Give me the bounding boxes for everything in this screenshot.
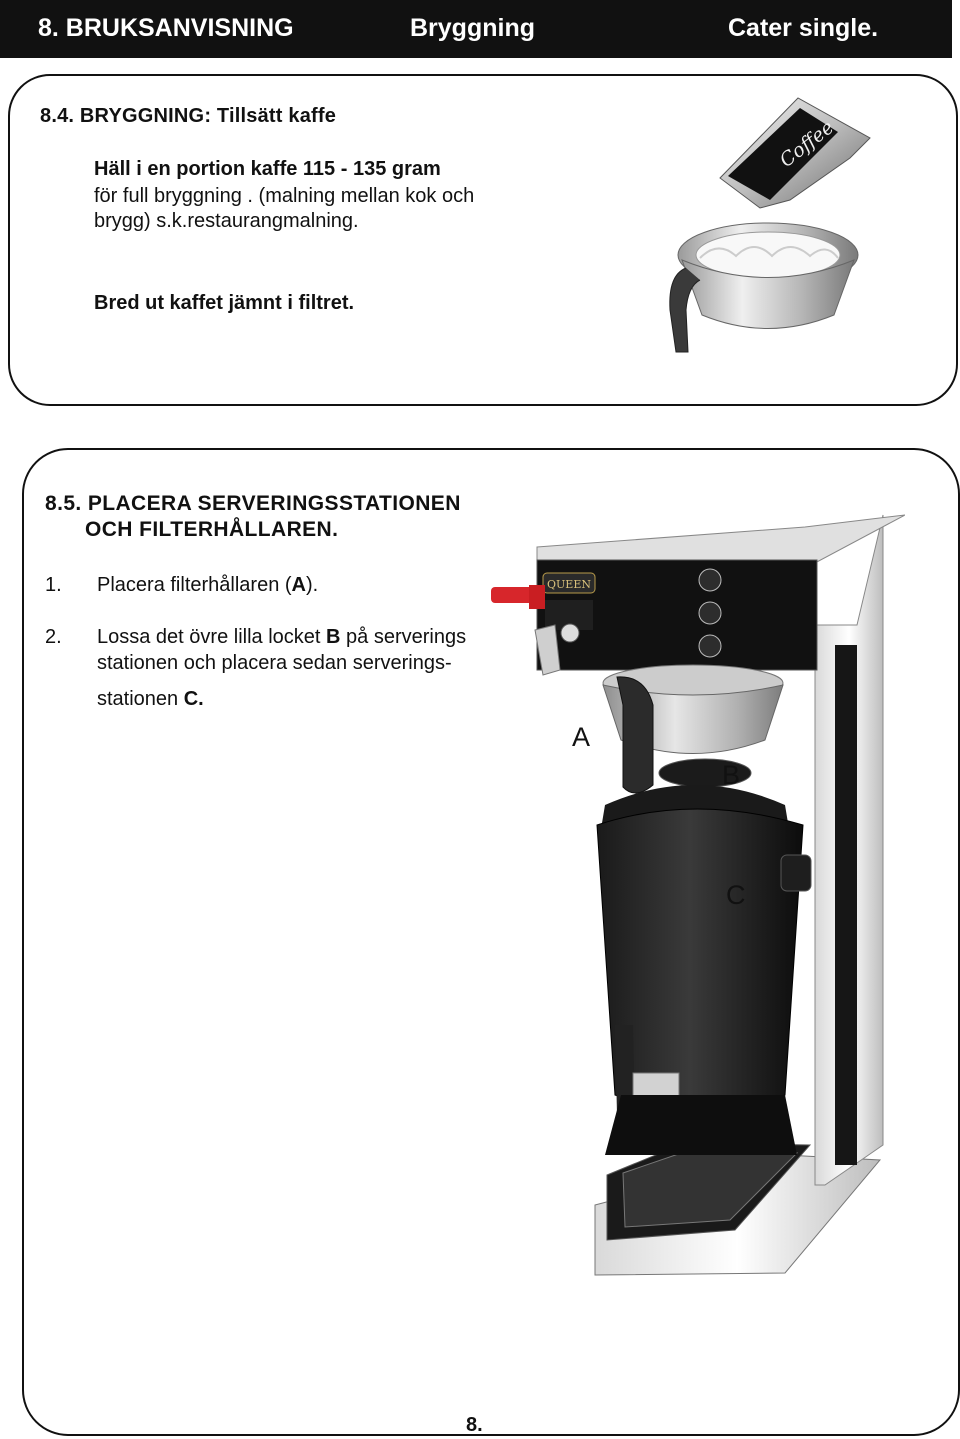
header-model: Cater single. xyxy=(728,14,879,42)
step-2-line-2: stationen och placera sedan serverings- xyxy=(97,652,452,674)
label-c: C xyxy=(726,880,746,910)
label-b: B xyxy=(722,760,741,790)
step-1-number: 1. xyxy=(45,574,62,596)
step-1-lead: Placera filterhållaren ( xyxy=(97,574,292,596)
control-button-3 xyxy=(699,635,721,657)
step-2-lead-end: på serverings xyxy=(340,626,467,648)
step-1-ref-a: A xyxy=(291,574,306,596)
coffee-portion-text: Häll i en portion kaffe 115 - 135 gram xyxy=(94,158,441,180)
queen-logo: QUEEN xyxy=(547,578,591,591)
step-1-text xyxy=(97,574,318,597)
grind-line-1: för full bryggning . (malning mellan kok och xyxy=(94,185,475,207)
coffee-filter-illustration xyxy=(660,90,890,365)
step-2-line-1 xyxy=(97,626,466,649)
server-stand xyxy=(605,1095,797,1155)
step-2-line-3 xyxy=(97,688,204,711)
coffee-machine-illustration xyxy=(485,505,905,1300)
section-8-5-title-1: 8.5. PLACERA SERVERINGSSTATIONEN xyxy=(45,492,461,515)
spread-coffee-text: Bred ut kaffet jämnt i filtret. xyxy=(94,292,355,314)
serving-station xyxy=(597,785,811,1136)
coffee-bag-label: Coffee xyxy=(775,116,839,172)
control-button-2 xyxy=(699,602,721,624)
control-button-1 xyxy=(699,569,721,591)
step-2-tail: stationen xyxy=(97,688,184,710)
step-2-number: 2. xyxy=(45,626,62,648)
section-8-4-title: 8.4. BRYGGNING: Tillsätt kaffe xyxy=(40,105,337,127)
grind-instructions xyxy=(94,184,474,234)
coffee-bag xyxy=(720,98,870,208)
grind-line-2: brygg) s.k.restaurangmalning. xyxy=(94,210,359,232)
step-1-end: ). xyxy=(305,574,319,596)
header-topic: Bryggning xyxy=(410,14,535,42)
label-a: A xyxy=(572,722,591,752)
header-chapter: 8. BRUKSANVISNING xyxy=(38,14,294,42)
step-2-ref-b: B xyxy=(326,626,341,648)
section-8-5-title-2: OCH FILTERHÅLLAREN. xyxy=(85,518,339,541)
machine-top-lid xyxy=(537,515,905,563)
page-header xyxy=(0,0,952,58)
step-2-lead: Lossa det övre lilla locket xyxy=(97,626,327,648)
step-2-ref-c: C. xyxy=(183,688,204,710)
page-number: 8. xyxy=(466,1414,483,1436)
filter-basket xyxy=(670,223,858,352)
